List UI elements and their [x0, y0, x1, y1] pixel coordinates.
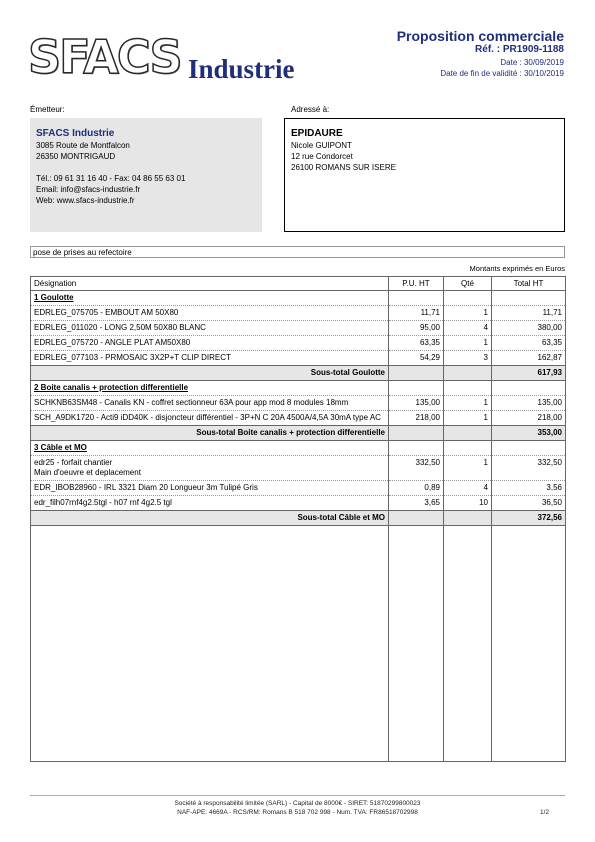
cell-designation: edr_filh07rnf4g2.5tgl - h07 rnf 4g2.5 tgl [31, 496, 389, 511]
cell-designation [31, 456, 389, 481]
section-title: 3 Câble et MO [34, 443, 87, 452]
cell-total: 63,35 [492, 336, 566, 351]
cell-total: 380,00 [492, 321, 566, 336]
cell-qty: 1 [444, 336, 492, 351]
emitter-phone: Tél.: 09 61 31 16 40 - Fax: 04 86 55 63 01 [36, 174, 186, 183]
emitter-web: Web: www.sfacs-industrie.fr [36, 196, 135, 205]
header-designation: Désignation [31, 277, 389, 291]
section-title-row [31, 291, 566, 306]
table-row [31, 481, 566, 496]
currency-note: Montants exprimés en Euros [469, 264, 565, 273]
emitter-street: 3085 Route de Montfalcon [36, 141, 130, 150]
footer-legal-line2: NAF-APE: 4669A - RCS/RM: Romans B 518 702 998 - Num. TVA: FR86518702998 [177, 809, 418, 816]
cell-qty: 1 [444, 306, 492, 321]
cell-total: 218,00 [492, 411, 566, 426]
footer-legal-line1: Société à responsabilité limitée (SARL) - Capital de 8000€ - SIRET: 51870299800023 [174, 800, 421, 807]
recipient-name: EPIDAURE [291, 128, 343, 139]
recipient-city: 26100 ROMANS SUR ISERE [291, 163, 396, 172]
cell-unit-price: 3,65 [389, 496, 444, 511]
table-row [31, 321, 566, 336]
section-title-row [31, 381, 566, 396]
table-filler-row [31, 526, 566, 762]
cell-unit-price: 54,29 [389, 351, 444, 366]
company-logo [28, 30, 318, 86]
section-title: 2 Boite canalis + protection differentielle [34, 383, 189, 392]
table-row [31, 396, 566, 411]
cell-designation: EDR_IBOB28960 - IRL 3321 Diam 20 Longueur 3m Tulipé Gris [31, 481, 389, 496]
cell-unit-price: 11,71 [389, 306, 444, 321]
footer-divider [30, 795, 565, 796]
subtotal-value: 372,56 [492, 511, 566, 526]
cell-designation: SCHKNB63SM48 - Canalis KN - coffret sectionneur 63A pour app mod 8 modules 18mm [31, 396, 389, 411]
table-row [31, 351, 566, 366]
cell-total: 36,50 [492, 496, 566, 511]
table-row [31, 336, 566, 351]
cell-unit-price: 95,00 [389, 321, 444, 336]
cell-designation-line1: edr25 - forfait chantier [34, 458, 113, 467]
table-header-row [31, 277, 566, 291]
cell-qty: 4 [444, 481, 492, 496]
header-total: Total HT [492, 277, 566, 291]
table-row [31, 496, 566, 511]
cell-designation-line2: Main d'oeuvre et deplacement [34, 468, 141, 477]
cell-total: 332,50 [492, 456, 566, 481]
cell-qty: 1 [444, 456, 492, 481]
recipient-contact: Nicole GUIPONT [291, 141, 352, 150]
cell-qty: 4 [444, 321, 492, 336]
cell-qty: 3 [444, 351, 492, 366]
subtotal-row [31, 366, 566, 381]
recipient-street: 12 rue Condorcet [291, 152, 353, 161]
logo-subtitle: Industrie [188, 54, 295, 84]
recipient-box [284, 118, 565, 232]
section-title-row [31, 441, 566, 456]
header-unit-price: P.U. HT [389, 277, 444, 291]
emitter-city: 26350 MONTRIGAUD [36, 152, 116, 161]
table-row [31, 411, 566, 426]
logo-wordmark: SFACS [28, 30, 181, 84]
cell-designation: EDRLEG_075720 - ANGLE PLAT AM50X80 [31, 336, 389, 351]
cell-total: 162,87 [492, 351, 566, 366]
subtotal-row [31, 511, 566, 526]
document-date: Date : 30/09/2019 [500, 58, 564, 67]
cell-total: 3,56 [492, 481, 566, 496]
cell-unit-price: 0,89 [389, 481, 444, 496]
subtotal-value: 353,00 [492, 426, 566, 441]
table-row [31, 456, 566, 481]
cell-qty: 1 [444, 411, 492, 426]
items-table [30, 276, 566, 762]
recipient-label: Adressé à: [291, 105, 330, 114]
subtotal-value: 617,93 [492, 366, 566, 381]
document-reference: Réf. : PR1909-1188 [475, 44, 564, 55]
header-qty: Qté [444, 277, 492, 291]
document-title: Proposition commerciale [396, 28, 564, 44]
emitter-box [30, 118, 262, 232]
cell-total: 11,71 [492, 306, 566, 321]
subtotal-label: Sous-total Goulotte [31, 366, 389, 381]
subtotal-label: Sous-total Boite canalis + protection differentielle [31, 426, 389, 441]
cell-qty: 10 [444, 496, 492, 511]
subtotal-row [31, 426, 566, 441]
section-title: 1 Goulotte [34, 293, 74, 302]
cell-designation: EDRLEG_075705 - EMBOUT AM 50X80 [31, 306, 389, 321]
emitter-name: SFACS Industrie [36, 128, 115, 139]
cell-total: 135,00 [492, 396, 566, 411]
cell-unit-price: 63,35 [389, 336, 444, 351]
subtotal-label: Sous-total Câble et MO [31, 511, 389, 526]
cell-unit-price: 332,50 [389, 456, 444, 481]
cell-unit-price: 135,00 [389, 396, 444, 411]
cell-designation: SCH_A9DK1720 - Acti9 iDD40K - disjoncteur différentiel - 3P+N C 20A 4500A/4,5A 30mA type AC [31, 411, 389, 426]
cell-unit-price: 218,00 [389, 411, 444, 426]
table-row [31, 306, 566, 321]
validity-date: Date de fin de validité : 30/10/2019 [440, 69, 564, 78]
subject-line: pose de prises au refectoire [30, 246, 565, 258]
emitter-email: Email: info@sfacs-industrie.fr [36, 185, 141, 194]
page-number: 1/2 [539, 809, 549, 816]
emitter-label: Émetteur: [30, 105, 65, 114]
cell-qty: 1 [444, 396, 492, 411]
cell-designation: EDRLEG_011020 - LONG 2,50M 50X80 BLANC [31, 321, 389, 336]
cell-designation: EDRLEG_077103 - PRMOSAIC 3X2P+T CLIP DIRECT [31, 351, 389, 366]
